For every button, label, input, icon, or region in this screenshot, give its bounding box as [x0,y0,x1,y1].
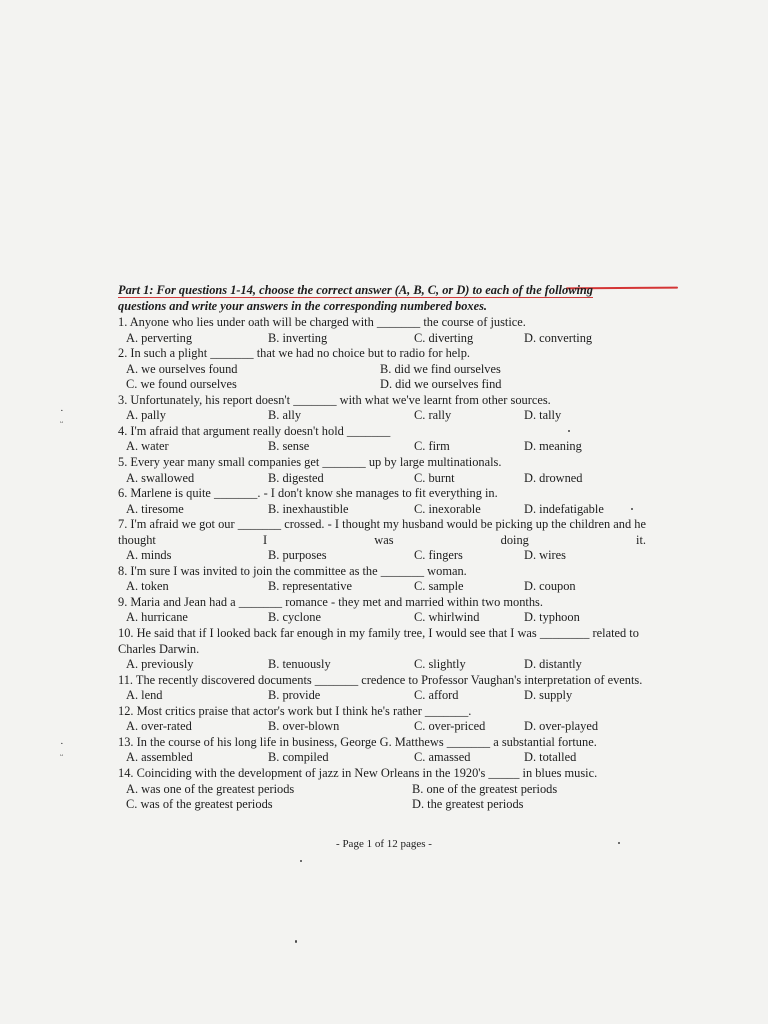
options-5 [118,471,646,487]
question-13: 13. In the course of his long life in business, George G. Matthews _______ a substantial fortune. [118,734,597,749]
option-c: C. diverting [414,330,474,345]
options-8 [118,579,646,595]
option-c: C. firm [414,439,450,454]
option-a: A. pally [126,408,166,423]
option-b: B. sense [268,439,310,454]
question-7: 7. I'm afraid we got our _______ crossed. - I thought my husband would be picking up the children and he thought I was doing it. [118,517,646,547]
option-c: C. whirlwind [414,610,480,625]
option-b: B. tenuously [268,657,331,672]
margin-smudge: · ᵕ [60,738,64,762]
option-a: A. lend [126,688,163,703]
question-12: 12. Most critics praise that actor's work but I think he's rather _______. [118,703,472,718]
option-a: A. water [126,439,169,454]
question-6: 6. Marlene is quite _______. - I don't know she manages to fit everything in. [118,486,498,501]
options-9 [118,610,646,626]
option-d: D. meaning [524,439,582,454]
option-d: D. distantly [524,657,582,672]
question-4: 4. I'm afraid that argument really doesn't hold _______ [118,423,391,438]
option-b: B. compiled [268,750,329,765]
options-6 [118,502,646,518]
question-14: 14. Coinciding with the development of jazz in New Orleans in the 1920's _____ in blues music. [118,765,598,780]
option-a: A. over-rated [126,719,192,734]
options-4 [118,439,646,455]
option-a: A. assembled [126,750,193,765]
section-heading [118,283,646,314]
options-2-row-1 [118,362,646,378]
option-a: A. tiresome [126,501,184,516]
option-d: D. did we ourselves find [380,377,502,392]
option-c: C. over-priced [414,719,486,734]
question-11: 11. The recently discovered documents _______ credence to Professor Vaughan's interpretation of events. [118,672,643,687]
options-7 [118,548,646,564]
option-a: A. hurricane [126,610,188,625]
option-d: D. totalled [524,750,577,765]
option-b: B. ally [268,408,302,423]
options-14-row-2 [118,797,646,813]
options-2-row-2 [118,377,646,393]
options-3 [118,408,646,424]
option-b: B. inexhaustible [268,501,349,516]
options-13 [118,750,646,766]
option-b: B. cyclone [268,610,321,625]
heading-line-1: Part 1: For questions 1-14, choose the correct answer (A, B, C, or D) to each of the following [118,283,593,297]
option-a: A. we ourselves found [126,361,238,376]
option-b: B. one of the greatest periods [412,781,558,796]
option-c: C. fingers [414,548,463,563]
options-11 [118,688,646,704]
question-3: 3. Unfortunately, his report doesn't _______ with what we've learnt from other sources. [118,392,551,407]
option-a: A. previously [126,657,194,672]
option-b: B. provide [268,688,321,703]
option-d: D. coupon [524,579,576,594]
option-d: D. typhoon [524,610,580,625]
option-a: A. minds [126,548,172,563]
option-d: D. converting [524,330,593,345]
question-1: 1. Anyone who lies under oath will be charged with _______ the course of justice. [118,315,526,330]
option-a: A. was one of the greatest periods [126,781,295,796]
option-b: B. digested [268,470,324,485]
scan-speck [295,940,297,943]
margin-smudge: · ᵕ [60,405,64,429]
option-b: B. inverting [268,330,328,345]
option-d: D. drowned [524,470,583,485]
question-2: 2. In such a plight _______ that we had no choice but to radio for help. [118,346,471,361]
option-c: C. sample [414,579,464,594]
option-d: D. indefatigable [524,501,604,516]
option-b: B. did we find ourselves [380,361,501,376]
option-b: B. purposes [268,548,327,563]
options-10 [118,657,646,673]
heading-line-2: questions and write your answers in the corresponding numbered boxes. [118,298,488,313]
option-b: B. representative [268,579,352,594]
option-d: D. over-played [524,719,599,734]
option-c: C. slightly [414,657,466,672]
option-b: B. over-blown [268,719,340,734]
option-d: D. wires [524,548,566,563]
options-12 [118,719,646,735]
option-a: A. swallowed [126,470,195,485]
option-c: C. was of the greatest periods [126,797,273,812]
option-d: D. the greatest periods [412,797,524,812]
question-8: 8. I'm sure I was invited to join the committee as the _______ woman. [118,563,467,578]
page-footer: - Page 1 of 12 pages - [336,838,432,850]
option-c: C. afford [414,688,459,703]
option-c: C. we found ourselves [126,377,237,392]
option-c: C. rally [414,408,452,423]
question-section [118,283,646,813]
question-9: 9. Maria and Jean had a _______ romance - they met and married within two months. [118,594,543,609]
option-d: D. tally [524,408,562,423]
options-1 [118,331,646,347]
scan-speck [300,860,302,862]
option-a: A. perverting [126,330,193,345]
option-c: C. amassed [414,750,471,765]
question-5: 5. Every year many small companies get _______ up by large multinationals. [118,455,502,470]
question-10: 10. He said that if I looked back far enough in my family tree, I would see that I was ________ related to Charles Darwin. [118,626,639,656]
option-d: D. supply [524,688,573,703]
options-14-row-1 [118,782,646,798]
option-a: A. token [126,579,169,594]
option-c: C. inexorable [414,501,481,516]
option-c: C. burnt [414,470,455,485]
